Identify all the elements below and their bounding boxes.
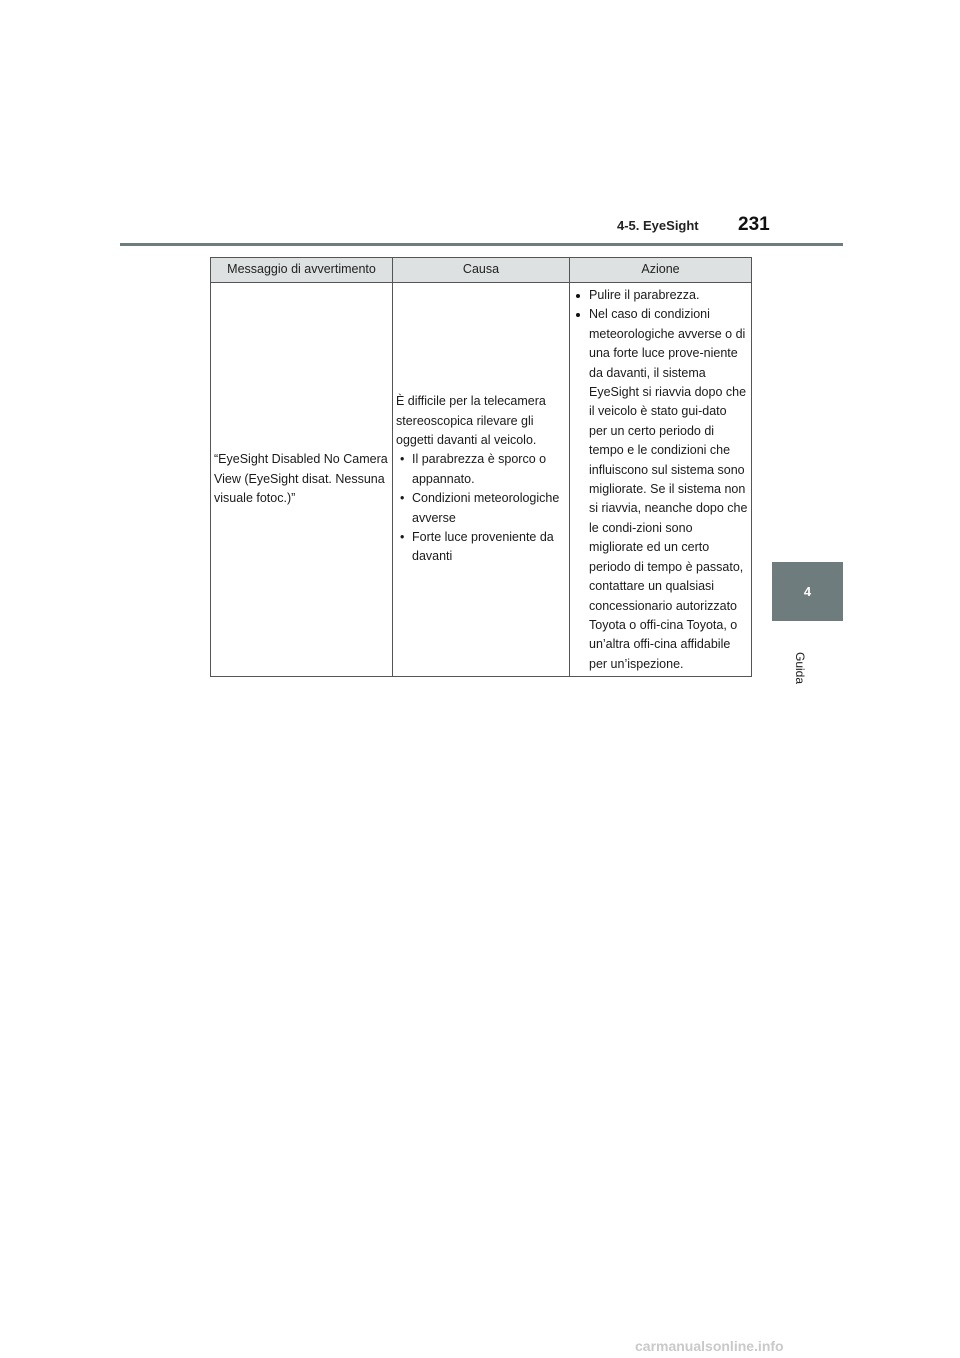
chapter-number: 4 (803, 584, 812, 599)
section-title: 4-5. EyeSight (617, 218, 699, 233)
table-row (211, 283, 752, 677)
list-item: Pulire il parabrezza. (573, 286, 748, 305)
list-item: Nel caso di condizioni meteorologiche avverse o di una forte luce prove-niente da davanti, il sistema EyeSight si riavvia dopo che il veicolo è stato gui-dato per un certo periodo di tempo e le condizioni che influiscono sul sistema sono migliorate. Se il sistema non si riavvia, neanche dopo che le condi-zioni sono migliorate ed un certo periodo di tempo è passato, contattare un qualsiasi concessionario autorizzato Toyota o offi-cina Toyota, o un’altra offi-cina affidabile per un’ispezione. (573, 305, 748, 674)
cause-cell (393, 283, 570, 677)
header-divider (120, 243, 843, 246)
warning-message-table (210, 257, 752, 677)
action-cell (570, 283, 752, 677)
header-message: Messaggio di avvertimento (211, 258, 393, 283)
warning-message-text: “EyeSight Disabled No Camera View (EyeSight disat. Nessuna visuale fotoc.)” (214, 452, 388, 506)
page-number: 231 (738, 214, 770, 235)
list-item: • Condizioni meteorologiche avverse (396, 489, 566, 528)
header-cause: Causa (393, 258, 570, 283)
chapter-label: Guida (793, 652, 807, 685)
chapter-tab (772, 562, 843, 621)
action-list (573, 286, 748, 674)
cause-list (396, 450, 566, 566)
list-item: • Il parabrezza è sporco o appannato. (396, 450, 566, 489)
table-header-row (211, 258, 752, 283)
cause-intro: È difficile per la telecamera stereoscopica rilevare gli oggetti davanti al veicolo. (396, 394, 546, 448)
watermark: carmanualsonline.info (635, 1338, 784, 1354)
list-item: • Forte luce proveniente da davanti (396, 528, 566, 567)
header-action: Azione (570, 258, 752, 283)
message-cell (211, 283, 393, 677)
